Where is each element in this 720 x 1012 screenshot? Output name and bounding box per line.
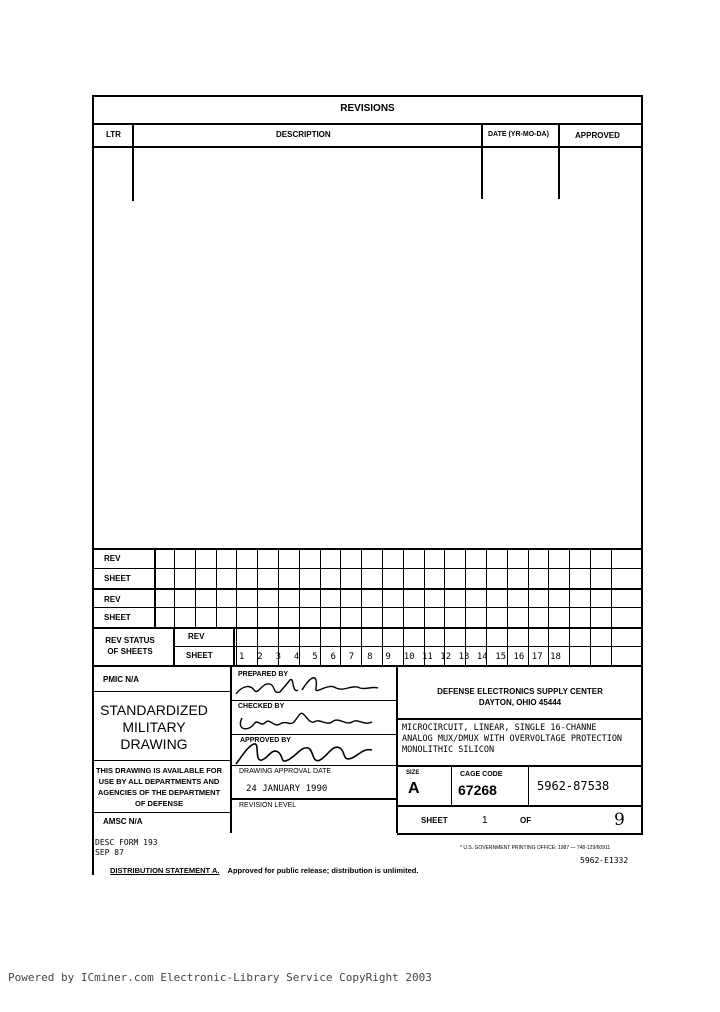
- col-description: DESCRIPTION: [276, 130, 331, 139]
- of-label: OF: [520, 816, 532, 825]
- sheet-label: SHEET: [421, 816, 448, 825]
- col-ltr: LTR: [106, 130, 121, 139]
- grid-column-line: [590, 627, 591, 665]
- agency-line-2: DAYTON, OHIO 45444: [478, 698, 562, 707]
- sheet-number: 7: [348, 652, 355, 662]
- grid-column-line: [174, 548, 175, 627]
- sheet-number: 13: [458, 652, 470, 662]
- grid-column-line: [216, 548, 217, 627]
- rule: [92, 146, 643, 148]
- grid-column-line: [278, 548, 279, 627]
- distribution-statement: [110, 866, 418, 875]
- rule: [154, 548, 156, 627]
- sheet-value: 1: [482, 815, 488, 826]
- sheet-number: 12: [440, 652, 452, 662]
- sheet-label: SHEET: [104, 574, 131, 583]
- approved-by-label: APPROVED BY: [240, 737, 291, 744]
- grid-column-line: [611, 627, 612, 665]
- sheet-number: 9: [385, 652, 391, 662]
- sheet-number: 15: [495, 652, 507, 662]
- border-top: [92, 95, 643, 97]
- grid-column-line: [424, 548, 425, 627]
- sheet-label: SHEET: [104, 613, 131, 622]
- form-line-1: DESC FORM 193: [95, 838, 158, 847]
- sheet-number: 4: [293, 652, 300, 662]
- rule: [92, 691, 231, 692]
- grid-column-line: [257, 548, 258, 627]
- sheet-label: SHEET: [186, 651, 213, 660]
- sheet-number: 3: [275, 652, 282, 662]
- standardized-title: STANDARDIZED MILITARY DRAWING: [100, 702, 208, 752]
- rule: [397, 805, 643, 807]
- rule: [231, 734, 396, 735]
- description-line: MICROCIRCUIT, LINEAR, SINGLE 16-CHANNE: [402, 723, 597, 733]
- grid-column-line: [528, 548, 529, 627]
- grid-column-line: [507, 548, 508, 627]
- rule: [92, 812, 231, 813]
- signature-checked: [234, 704, 384, 734]
- grid-column-line: [403, 548, 404, 627]
- grid-column-line: [320, 548, 321, 627]
- rule: [231, 798, 396, 800]
- sheet-number: 11: [422, 652, 433, 662]
- prepared-by-label: PREPARED BY: [238, 671, 289, 678]
- document-code: 5962-E1332: [580, 856, 629, 865]
- grid-column-line: [361, 548, 362, 627]
- pmic-label: PMIC N/A: [103, 675, 139, 684]
- border-right: [641, 95, 643, 835]
- amsc-label: AMSC N/A: [103, 817, 143, 826]
- grid-column-line: [444, 548, 445, 627]
- sheet-number: 8: [367, 652, 373, 662]
- availability-note: THIS DRAWING IS AVAILABLE FOR USE BY ALL DEPARTMENTS AND AGENCIES OF THE DEPARTMENT OF DEFENSE: [95, 766, 223, 808]
- form-line-2: SEP 87: [95, 848, 124, 857]
- grid-column-line: [382, 548, 383, 627]
- rev-label: REV: [188, 632, 205, 641]
- grid-column-line: [320, 627, 321, 665]
- rule: [397, 765, 643, 767]
- form-number: [95, 838, 158, 858]
- rule: [481, 123, 483, 199]
- rev-label: REV: [104, 554, 121, 563]
- of-total-value: 9: [614, 810, 625, 830]
- approval-date-value: 24 JANUARY 1990: [246, 784, 328, 794]
- grid-column-line: [569, 548, 570, 627]
- grid-column-line: [382, 627, 383, 665]
- sheet-number: 5: [312, 652, 318, 662]
- cage-value: 67268: [458, 782, 497, 798]
- sheet-number: 1: [239, 652, 245, 662]
- sheet-number: 6: [330, 652, 336, 662]
- rule: [233, 627, 235, 665]
- col-date: DATE (YR-MO-DA): [488, 131, 549, 138]
- rule: [558, 123, 560, 199]
- cage-label: CAGE CODE: [460, 771, 503, 778]
- size-label: SIZE: [406, 770, 420, 776]
- powered-by-line: Powered by ICminer.com Electronic-Library Service CopyRight 2003: [8, 971, 432, 984]
- sheet-number: 16: [513, 652, 525, 662]
- grid-column-line: [548, 548, 549, 627]
- col-approved: APPROVED: [575, 131, 620, 140]
- gpo-note: * U.S. GOVERNMENT PRINTING OFFICE: 1987 — 748-129/60911: [460, 845, 611, 851]
- rule: [397, 833, 643, 835]
- rev-label: REV: [104, 595, 121, 604]
- rule: [92, 665, 643, 667]
- description-line: MONOLITHIC SILICON: [402, 745, 495, 755]
- rule: [132, 123, 134, 201]
- grid-column-line: [507, 627, 508, 665]
- signature-prepared: [232, 672, 382, 702]
- grid-column-line: [528, 627, 529, 665]
- rule: [92, 123, 643, 125]
- sheet-number: 18: [550, 652, 561, 662]
- grid-column-line: [590, 548, 591, 627]
- sheet-number: 10: [403, 652, 415, 662]
- grid-column-line: [340, 627, 341, 665]
- border-left: [92, 95, 94, 875]
- rule: [397, 718, 643, 720]
- rule: [173, 627, 175, 665]
- checked-by-label: CHECKED BY: [238, 703, 285, 710]
- rule: [451, 765, 452, 805]
- approval-date-label: DRAWING APPROVAL DATE: [239, 768, 332, 775]
- distribution-text: Approved for public release; distribution is unlimited.: [227, 866, 419, 875]
- grid-column-line: [486, 548, 487, 627]
- description-line: ANALOG MUX/DMUX WITH OVERVOLTAGE PROTECTION: [402, 734, 623, 744]
- grid-column-line: [236, 627, 237, 665]
- sheet-number: 17: [531, 652, 543, 662]
- revisions-title: REVISIONS: [340, 103, 395, 114]
- sheet-number: 14: [476, 652, 488, 662]
- size-value: A: [408, 780, 420, 797]
- grid-column-line: [465, 548, 466, 627]
- revision-level-label: REVISION LEVEL: [239, 802, 297, 809]
- drawing-description: [402, 723, 622, 756]
- agency-name: [397, 686, 643, 708]
- grid-column-line: [340, 548, 341, 627]
- sheet-number: 2: [257, 652, 263, 662]
- grid-column-line: [611, 548, 612, 627]
- rule: [92, 760, 231, 761]
- grid-column-line: [569, 627, 570, 665]
- grid-column-line: [236, 548, 237, 627]
- rule: [528, 765, 529, 805]
- rev-status-label: REV STATUS OF SHEETS: [105, 636, 155, 656]
- signature-approved: [232, 738, 382, 768]
- grid-column-line: [299, 548, 300, 627]
- grid-column-line: [361, 627, 362, 665]
- grid-column-line: [195, 548, 196, 627]
- rule: [173, 646, 643, 647]
- agency-line-1: DEFENSE ELECTRONICS SUPPLY CENTER: [437, 687, 603, 696]
- distribution-label: DISTRIBUTION STATEMENT A.: [110, 866, 220, 875]
- drawing-number: 5962-87538: [537, 779, 610, 793]
